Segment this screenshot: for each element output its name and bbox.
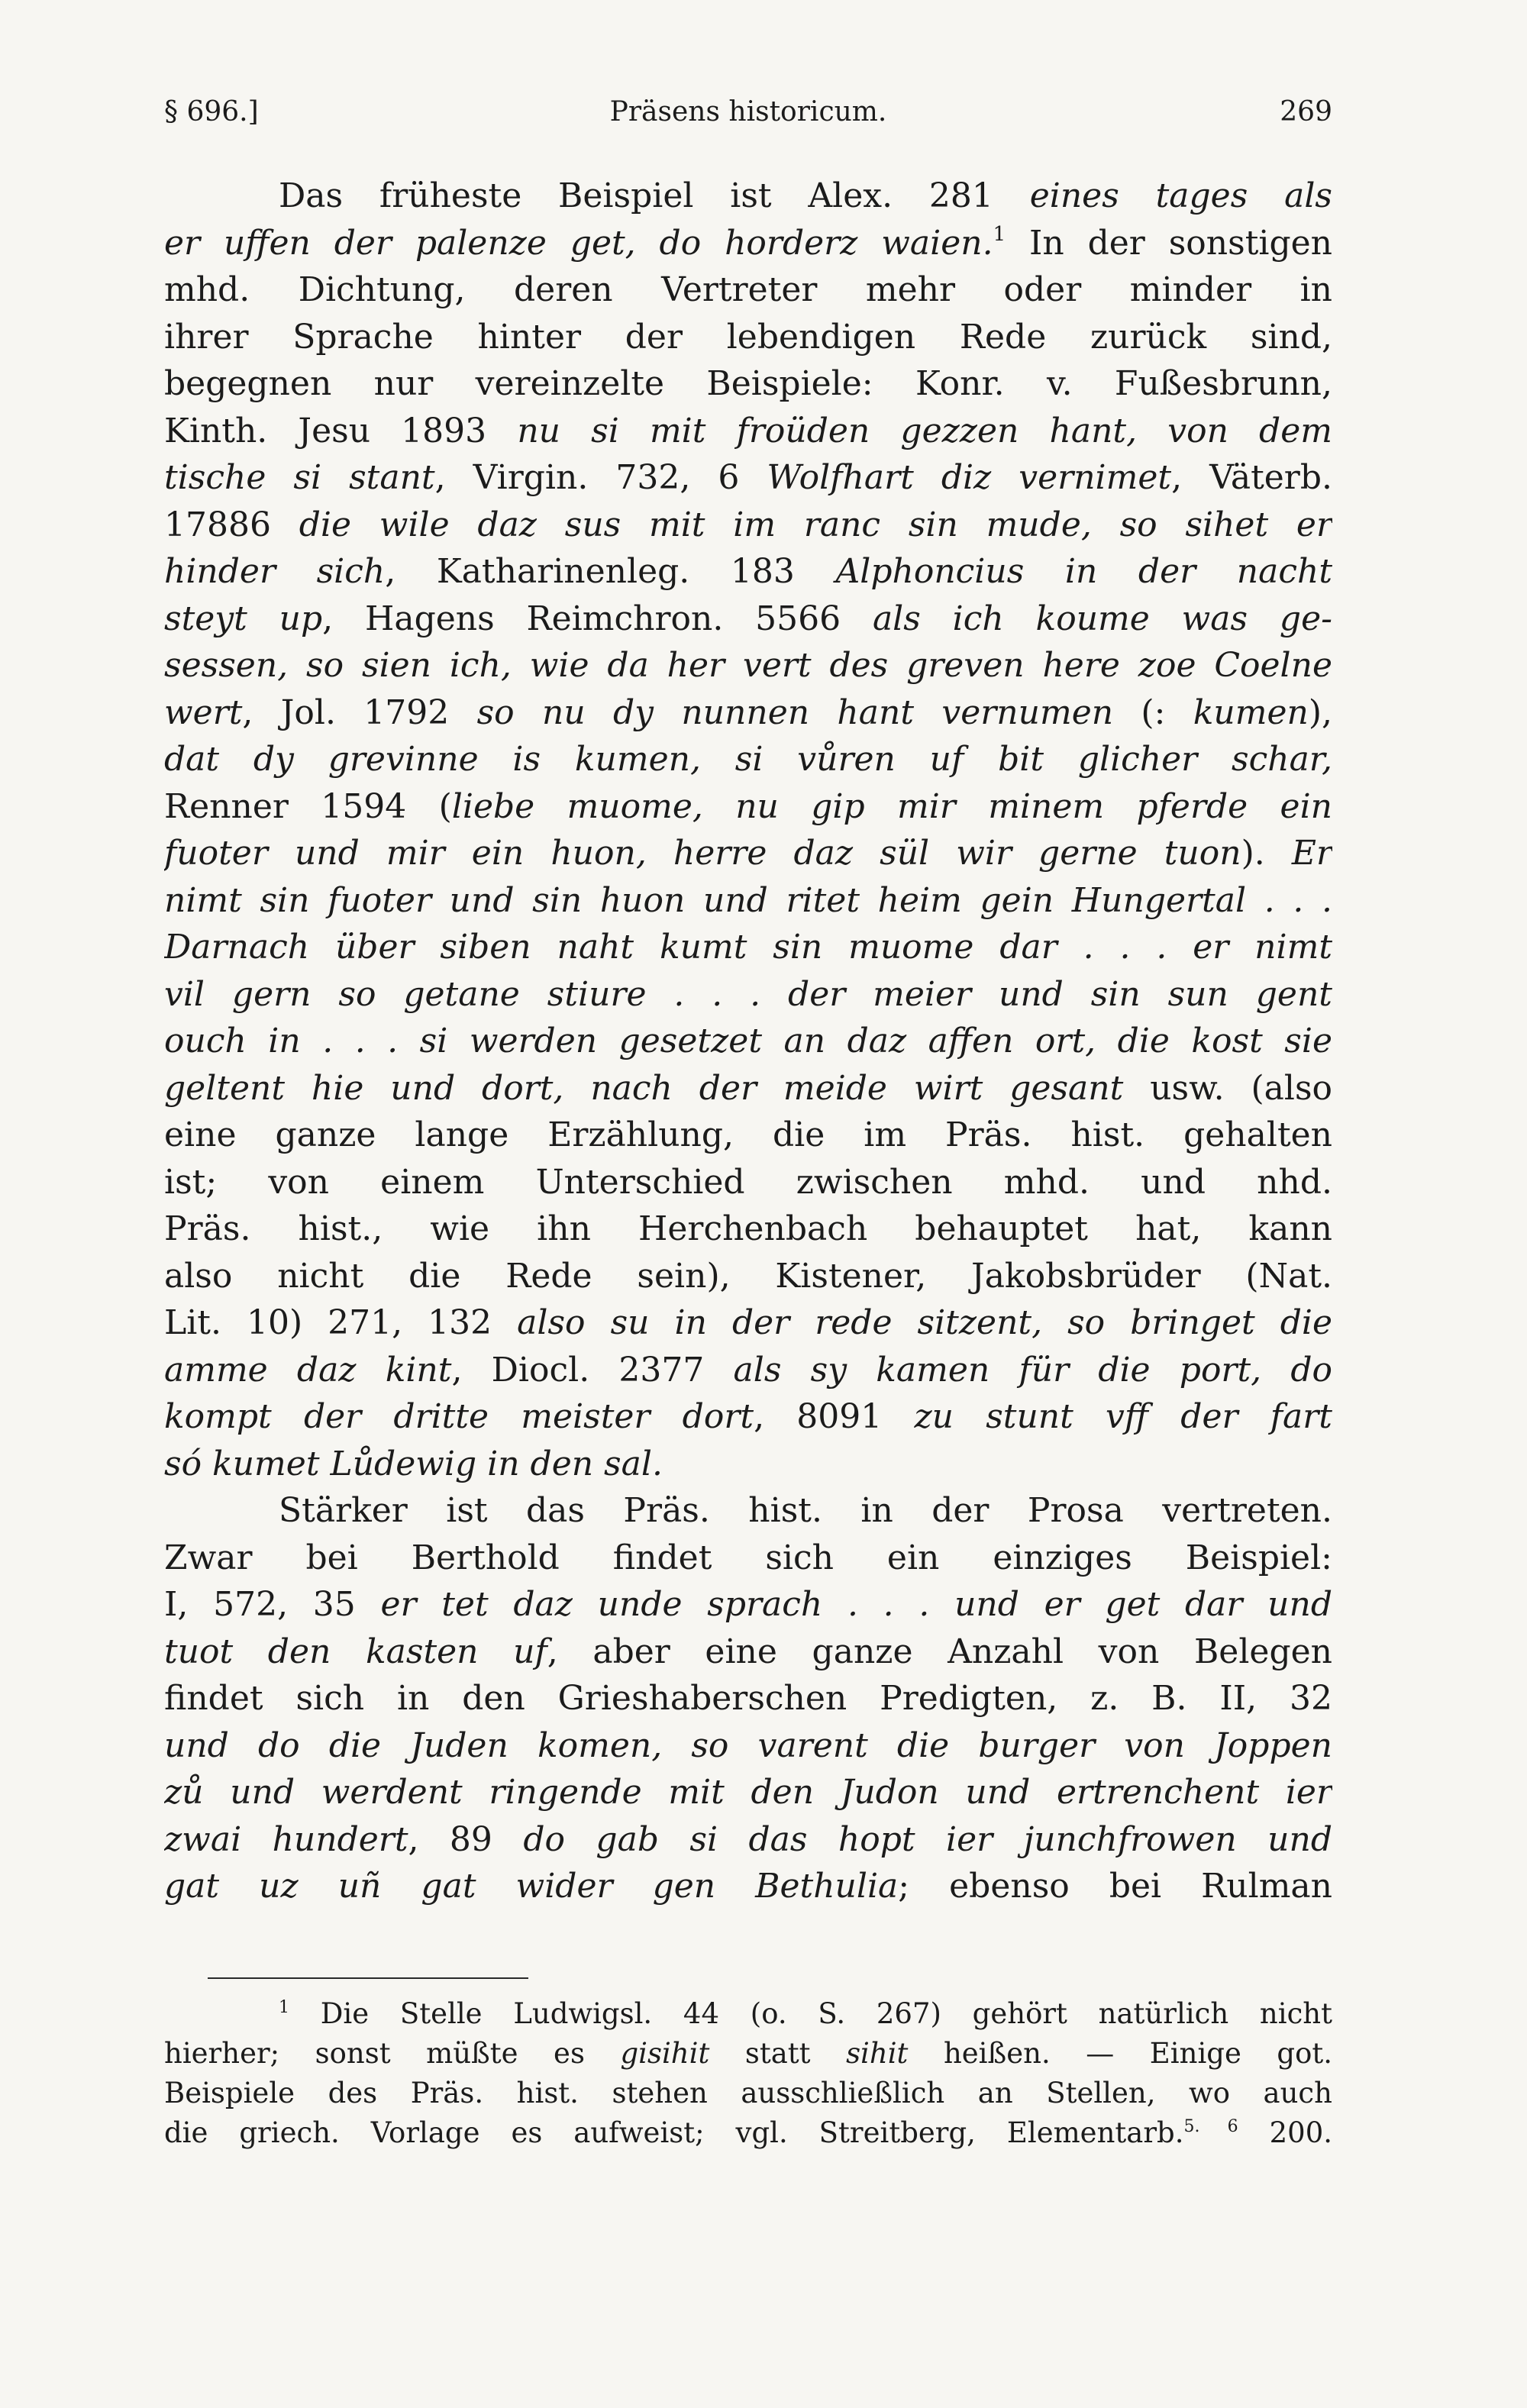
text-line: só kumet Lůdewig in den sal.: [164, 1444, 663, 1483]
page-number: 269: [1280, 96, 1332, 128]
running-title: Präsens historicum.: [609, 96, 887, 128]
text-line: er uffen der palenze get, do horderz waien.$^1$ In der sonstigen: [164, 222, 1332, 263]
body-text: [164, 173, 1332, 1910]
text-line: Präs. hist., wie ihn Herchenbach behauptet hat, kann: [164, 1209, 1332, 1248]
text-line: Zwar bei Berthold findet sich ein einziges Beispiel:: [164, 1538, 1332, 1577]
text-line: Stärker ist das Präs. hist. in der Prosa vertreten.: [279, 1491, 1332, 1530]
text-line: tuot den kasten uf, aber eine ganze Anzahl von Belegen: [164, 1632, 1332, 1671]
text-line: ist; von einem Unterschied zwischen mhd. und nhd.: [164, 1162, 1332, 1202]
text-line: hinder sich, Katharinenleg. 183 Alphoncius in der nacht: [164, 552, 1332, 591]
text-line: kompt der dritte meister dort, 8091 zu stunt vff der fart: [164, 1397, 1332, 1436]
text-line: nimt sin fuoter und sin huon und ritet heim gein Hungertal . . .: [164, 880, 1332, 920]
text-line: geltent hie und dort, nach der meide wirt gesant usw. (also: [164, 1068, 1332, 1108]
text-line: sessen, so sien ich, wie da her vert des greven here zoe Coelne: [164, 646, 1332, 685]
footnote-line: hierher; sonst müßte es gisihit statt sihit heißen. — Einige got.: [164, 2037, 1332, 2070]
footnote-reference: 1: [993, 222, 1006, 246]
text-line: Kinth. Jesu 1893 nu si mit froüden gezzen hant, von dem: [164, 411, 1332, 450]
text-line: Lit. 10) 271, 132 also su in der rede sitzent, so bringet die: [164, 1303, 1332, 1342]
footnote-mark: 1: [279, 1998, 289, 2017]
text-line: I, 572, 35 er tet daz unde sprach . . . und er get dar und: [164, 1585, 1332, 1624]
text-line: tische si stant, Virgin. 732, 6 Wolfhart diz vernimet, Väterb.: [164, 458, 1332, 497]
footnote-divider: [208, 1977, 528, 1979]
text-line: amme daz kint, Diocl. 2377 als sy kamen für die port, do: [164, 1350, 1332, 1390]
text-line: und do die Juden komen, so varent die burger von Joppen: [164, 1725, 1332, 1765]
footnote-line: die griech. Vorlage es aufweist; vgl. Streitberg, Elementarb.$^{5. 6}$ 200.: [164, 2116, 1332, 2149]
text-line: zů und werdent ringende mit den Judon und ertrenchent ier: [164, 1773, 1332, 1812]
text-line: wert, Jol. 1792 so nu dy nunnen hant vernumen (: kumen),: [164, 692, 1332, 732]
text-line: ouch in . . . si werden gesetzet an daz affen ort, die kost sie: [164, 1022, 1332, 1060]
text-line: Renner 1594 (liebe muome, nu gip mir minem pferde ein: [164, 786, 1332, 826]
footnote-line: Beispiele des Präs. hist. stehen ausschließlich an Stellen, wo auch: [164, 2077, 1332, 2109]
text-line: vil gern so getane stiure . . . der meier und sin sun gent: [164, 974, 1332, 1014]
text-line: dat dy grevinne is kumen, si vůren uf bit glicher schar,: [164, 740, 1332, 779]
text-line: steyt up, Hagens Reimchron. 5566 als ich koume was ge-: [164, 599, 1332, 638]
text-line: 17886 die wile daz sus mit im ranc sin mude, so sihet er: [164, 505, 1332, 544]
section-number: § 696.]: [164, 96, 259, 128]
text-line: zwai hundert, 89 do gab si das hopt ier junchfrowen und: [164, 1819, 1332, 1859]
text-line: findet sich in den Grieshaberschen Predigten, z. B. II, 32: [164, 1679, 1332, 1718]
text-line: gat uz uñ gat wider gen Bethulia; ebenso bei Rulman: [164, 1867, 1332, 1906]
text-line: eine ganze lange Erzählung, die im Präs. hist. gehalten: [164, 1115, 1332, 1154]
footnote-line: $^1$ Die Stelle Ludwigsl. 44 (o. S. 267) gehört natürlich nicht: [279, 1997, 1332, 2030]
text-line: Darnach über siben naht kumt sin muome dar . . . er nimt: [164, 928, 1332, 967]
text-line: fuoter und mir ein huon, herre daz sül wir gerne tuon). Er: [164, 834, 1332, 873]
text-line: begegnen nur vereinzelte Beispiele: Konr. v. Fußesbrunn,: [164, 364, 1332, 403]
text-line: ihrer Sprache hinter der lebendigen Rede zurück sind,: [164, 317, 1332, 357]
text-line: also nicht die Rede sein), Kistener, Jakobsbrüder (Nat.: [164, 1256, 1332, 1296]
footnotes: [164, 1994, 1332, 2153]
text-line: mhd. Dichtung, deren Vertreter mehr oder minder in: [164, 270, 1332, 309]
running-head: [164, 96, 1332, 142]
text-line: Das früheste Beispiel ist Alex. 281 eines tages als: [279, 176, 1332, 215]
